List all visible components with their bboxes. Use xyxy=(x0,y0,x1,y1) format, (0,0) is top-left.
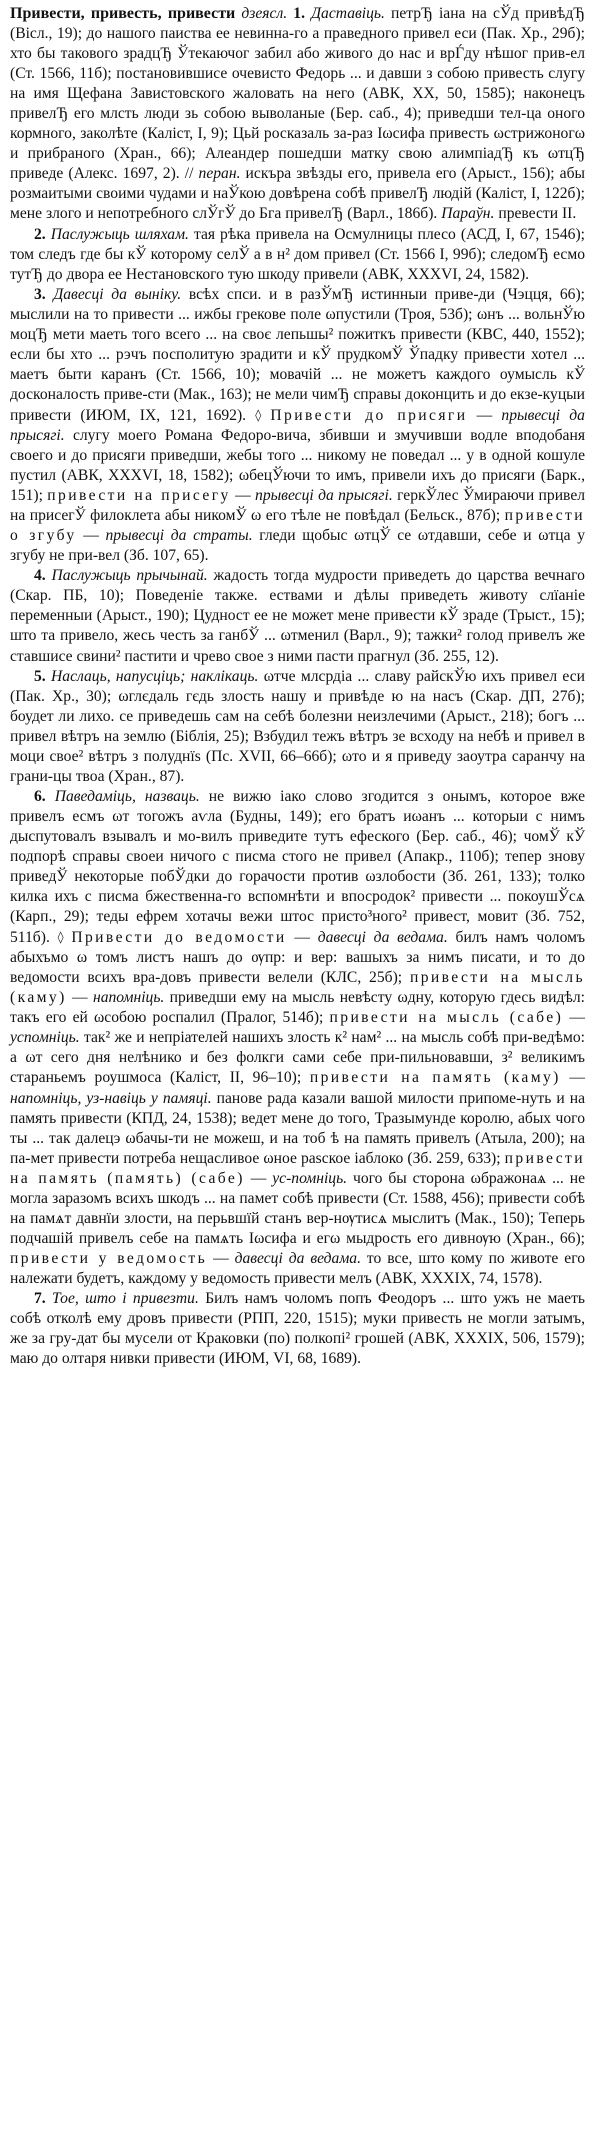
part-of-speech: дзеясл. xyxy=(241,5,288,22)
sense-number: 7. xyxy=(34,1290,46,1307)
phrase-diamond-icon: ◊ xyxy=(255,407,262,422)
phrase-quotations: приведши ему на мысль невѣсту ωдну, которую гдесь видѣл: такъ его ей ωсобою роспалил (Пралог, 514б); xyxy=(10,989,586,1027)
sense-gloss: Наслаць, напусціць; наклікаць. xyxy=(51,667,259,685)
phrase-dash: — xyxy=(569,1009,585,1027)
sense-7-paragraph xyxy=(10,1289,585,1369)
phrase-quotations: геркЎлес Ўмираючи привел на присегЎ филоклета абы никомЎ ω его тѣле не повѣдал (Бельск., 87б); xyxy=(10,487,586,525)
phrase-meaning: напомніць, уз-навіць у памяці. xyxy=(10,1089,212,1107)
sense-quotations: петрЂ іана на сЎд привѣдЂ (Віcл., 19); до нашого паиства ее невинна-го а праведного привел еси (Пак. Хр., 29б); хто бы такового зрадцЂ Ўтекаючог забил або живого до нас и врЃду нѣшог прив-ел (Ст. 1566, 11б); постановившисе очевисто Федорь ... и давши з собою привесть слугу на имя Щефана Завистовского жаловать на него (АВК, XX, 50, 1585); наконецъ привелЂ его млсть люди зь собою выволаные (Бер. саб., 4); приведши тел-ца оного кормного, заколѣте (Каліст, I, 9); Цьй росказаль за-раз Іωсифа привесть ωстрижоногω и прибраного (Хран., 66); Алеандер пошедши матку свою алимпіадЂ къ ωтцЂ приведе (Алекс. 1697, 2). xyxy=(10,5,585,183)
phrase: Привести до присяги xyxy=(270,406,468,424)
phrase-meaning: давесці да ведама. xyxy=(234,1249,361,1267)
sense-gloss: Тое, што і привезти. xyxy=(52,1290,199,1307)
sense-gloss: Даставіць. xyxy=(311,5,385,22)
sense-gloss: Давесці да вынікy. xyxy=(53,285,182,303)
phrase-meaning: прывесці да прысягі. xyxy=(255,487,393,505)
phrase-meaning: напомніць. xyxy=(92,989,165,1007)
figurative-label: перан. xyxy=(198,165,241,183)
sense-6-paragraph xyxy=(10,787,585,1289)
phrase-dash: — xyxy=(476,406,493,424)
phrase: Привести до ведомости xyxy=(71,929,287,947)
phrase-quotations: слугу моего Романа Федоро-вича, збивши и змучивши водле вподобаня своего и до присяги приведши, жебы того ... никому не поведал ... у в одной кошуле пустил (АВК, XXXVI, 18, 1582); ωбецЎючи то имъ, привели ихъ до присяги (Барк., 151); xyxy=(10,426,585,505)
phrase-quotations: билъ намъ чоломъ абыхъмо ω томъ листъ нашъ до ѹпр: и вер: вашыхъ за нимъ писати, и то до ведомости всихъ вра-довъ привести велели (КЛС, 25б); xyxy=(10,929,586,987)
phrase-dash: — xyxy=(235,487,251,505)
phrase-dash: — xyxy=(294,929,310,947)
sense-number: 2. xyxy=(34,225,46,243)
phrase-quotations: панове рада казали вашой милости припоме-нуть и на память привести (КПД, 24, 1538); ведет мене до того, Тразымунде королю, абых чого ты ... так далецэ ωбачы-ти не можеш, и на тоб ѣ на память привелъ (Атыла, 200); на па-мет привести потреба нещасливое ωное раѕское іаблоко (Зб. 259, 633); xyxy=(10,1089,585,1167)
phrase-meaning: прывесці да страты. xyxy=(105,527,253,545)
sense-2-paragraph xyxy=(10,225,585,285)
sense-quotations: тая рѣка привела на Осмулницы плесо (АСД, I, 67, 1546); том следъ где бы кЎ которому селЎ а в н² дом привел (Ст. 1566 I, 99б); следомЂ есмо тутЂ до двора ее Нестановского тую шкоду привели (АВК, XXXVI, 24, 1582). xyxy=(10,225,585,283)
phrase-dash: — xyxy=(250,1169,267,1187)
sense-number: 6. xyxy=(34,787,46,805)
sense-quotations: Билъ намъ чоломъ попъ Феодоръ ... што ужъ не маеть собѣ отколѣ ему дровъ привести (РПП, 220, 1515); муки привесть не могли затымъ, же за гру-дат бы мусели от Краковки (по) полкопі² грошей (АВК, XXXIX, 506, 1579); маю до олтаря нивки привести (ИЮМ, VI, 68, 1689). xyxy=(10,1290,586,1368)
sense-4-paragraph xyxy=(10,566,585,666)
phrase-dash: — xyxy=(72,989,88,1007)
sense-1-paragraph xyxy=(10,4,585,225)
phrase-meaning: прывесці да прысягі. xyxy=(10,406,585,444)
phrase-quotations: гледи щобыс ωтцЎ се ωтдавши, себе и ωтца у згубу не при-вел (Зб. 107, 65). xyxy=(10,527,585,565)
sense-quotations: всѣх спси. и в разЎмЂ истинныи приве-ди (Чэцця, 66); мыслили на то привести ... ижбы грекове поле ωпустили (Троя, 53б); ωнъ ... вольнЎю моцЂ мети маеть того всего ... на своє лепьшы² пожиткъ привести (КВС, 440, 1552); если бы хто ... рэчъ посполитую зрадити и кЎ прудкомЎ Ўпадку привести хотел ... маетъ быти каранъ (Ст. 1566, 10); мовачій ... не можетъ каждого оумысль кЎ досконалость приве-сти (Мак., 163); не мели чимЂ справы доконцить и до екзе-куцыи привести (ИЮМ, IX, 121, 1692). xyxy=(10,285,585,424)
headword: Привести, привесть, привести xyxy=(10,5,236,22)
phrase: привести у ведомость xyxy=(10,1249,208,1267)
compare-reference: превести II. xyxy=(498,205,577,223)
sense-number: 3. xyxy=(34,285,46,303)
sense-gloss: Паведаміць, назваць. xyxy=(54,787,200,805)
sense-quotations: ωтче млсрдіа ... славу райскЎю ихъ привел еси (Пак. Хр., 30); ωглєдаль гєдь злость нашу и привѣде ю на насъ (Скар. ДП, 27б); боудет ли лихо. се приведешь сам на себѣ болезни неизлечими (Арыст., 218); богъ ... привел вѣтръ на землю (Біблія, 25); Взбудил тежъ вѣтръ зе всходу на небѣ и привел в моци свое² вѣтръ з полуднїѕ (Пс. XVII, 66–66б); ωто и я приведу заоутра саранчу на грани-цы твоа (Хран., 87). xyxy=(10,667,585,785)
phrase-dash: — xyxy=(569,1069,585,1087)
sense-number: 5. xyxy=(34,667,46,685)
phrase-quotations: то все, што кому по животе его належати будетъ, каждому у ведомость привести мелъ (АВК, XXXIX, 74, 1578). xyxy=(10,1249,586,1287)
phrase-quotations: чого бы сторона ωбражонаѧ ... не могла заразомъ всихъ шкодъ ... на памет собѣ привести (Ст. 1588, 456); привести собѣ на памѧт давнїи злости, на перьвшїй станъ вер-нѹтисѧ мыслитъ (Мак., 150); Теперь подчашій привелъ себе на памѧть Іωсифа и егω мыдрость его дивнѹю (Хран., 66); xyxy=(10,1169,585,1247)
sense-gloss: Паслужыць прычынай. xyxy=(51,567,208,585)
sense-quotations: жадость тогда мудрости приведеть до царства вечнаго (Скар. ПБ, 10); Поведеніе также. ествами и дѣлы приведеть животу слїаніе переменныи (Арыст., 190); Цудност ее не может мене привести кЎ зраде (Трыст., 15); што та привело, жесь честь за ганбЎ ... ωтменил (Варл., 9); тажки² голод привелъ же ставшисе свини² пастити и чрево свое з ними пасти прагнул (Зб. 255, 12). xyxy=(10,567,585,665)
phrase-diamond-icon: ◊ xyxy=(57,930,64,945)
phrase: привести на мысль (сабе) xyxy=(329,1009,564,1027)
phrase: привести на память (каму) xyxy=(309,1069,561,1087)
phrase-meaning: давесці да ведама. xyxy=(317,929,448,947)
phrase-meaning: успомніць. xyxy=(10,1029,80,1047)
sense-number: 4. xyxy=(34,567,46,585)
sense-3-paragraph xyxy=(10,285,585,567)
sense-5-paragraph xyxy=(10,667,585,787)
phrase: привести на мысль (каму) xyxy=(10,969,585,1007)
sense-number: 1. xyxy=(293,5,305,22)
phrase-dash: — xyxy=(83,527,99,545)
phrase: привести на присегу xyxy=(47,487,231,505)
phrase-quotations: так² же и непріателей нашихъ злость к² нам² ... на мысль собѣ при-ведѣмо: а ωт сего дня нелѣнико и без фолкги сами себе при-пильновавши, з² великимъ стараньемъ роушмоса (Каліст, II, 96–10); xyxy=(10,1029,585,1087)
separator-mark: // xyxy=(184,165,194,183)
sense-quotations: не вижю іако слово згодится з онымъ, которое вже привелъ есмъ ωт тогожъ аѵла (Будны, 149); его братъ иωанъ ... которыи с нимъ дыспутовалъ взывалъ и мо-вилъ приведите тутъ ефеского (Бер. саб., 46); чомЎ кЎ подпорѣ справы своеи ничого с писма стого не привел (Апакр., 110б); тепер знову приведЎ некоторые побЎдки до горачости против ωзлобости (Зб. 261, 133); толко килка ихъ с писма бжественна-го вспомнѣти и впосродок² привести ... покоушЎсѧ (Карп., 29); теды ефрем хотачы вежи штос присто³ного² привест, мовит (Зб. 752, 511б). xyxy=(10,787,585,947)
figurative-quotations: искъра звѣзды его, привела его (Арыст., 156); абы розмаитыми своими чудами и наЎкою довѣрена собѣ привелЂ людій (Каліст, I, 122б); мене злого и непотребного слЎгЎ до Бга привелЂ (Варл., 186б). xyxy=(10,165,586,223)
phrase-dash: — xyxy=(213,1249,229,1267)
compare-label: Параўн. xyxy=(441,205,495,223)
sense-gloss: Паслужыць шляхам. xyxy=(50,225,189,243)
phrase-meaning: ус-помніць. xyxy=(272,1169,348,1187)
phrase: привести о згубу xyxy=(10,507,585,545)
phrase: привести на память (память) (сабе) xyxy=(10,1149,585,1187)
